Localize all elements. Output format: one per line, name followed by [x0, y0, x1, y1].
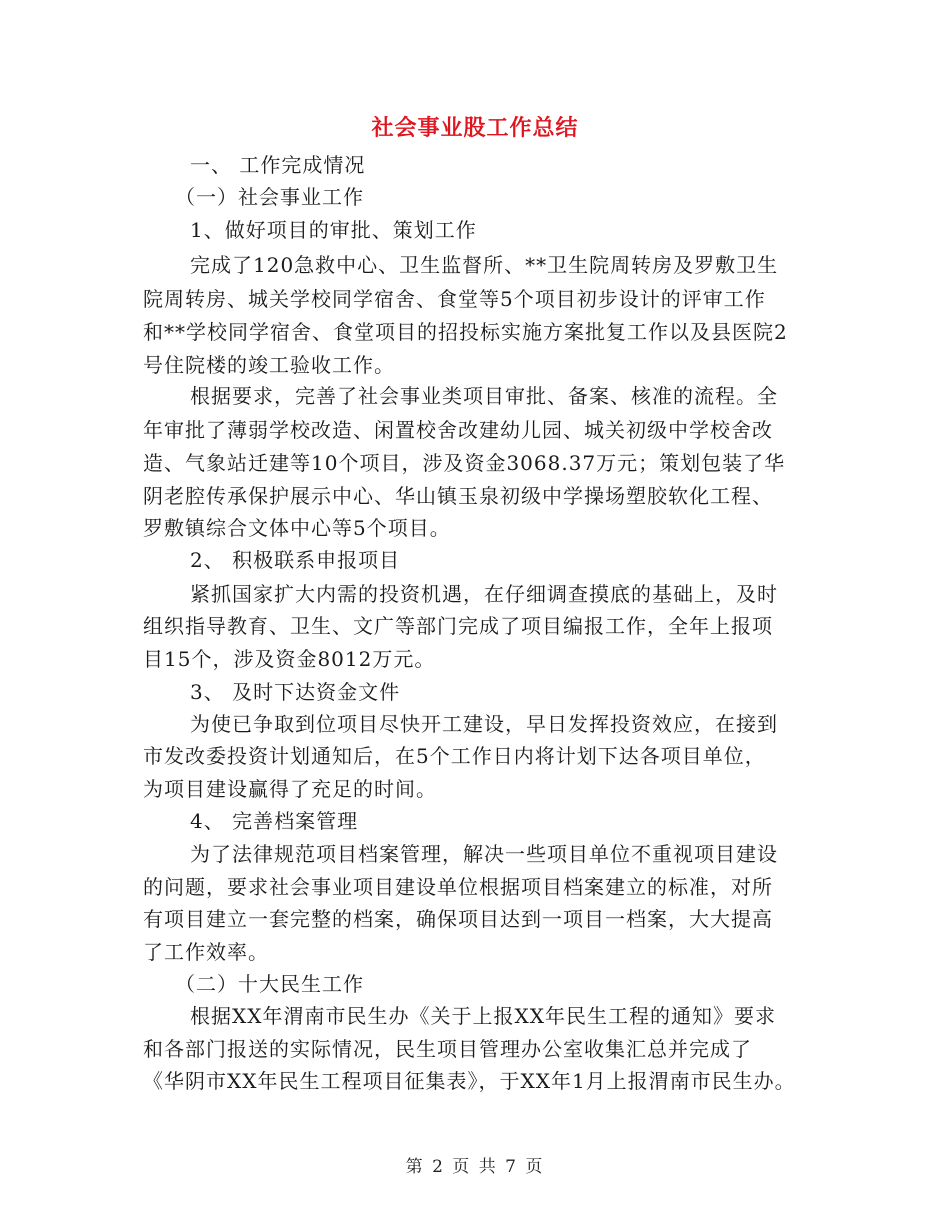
item-heading: 1、做好项目的审批、策划工作 [190, 218, 477, 242]
paragraph-line: 目15个，涉及资金8012万元。 [143, 647, 436, 671]
paragraph-line: 和**学校同学宿舍、食堂项目的招投标实施方案批复工作以及县医院2 [143, 320, 788, 344]
subsection-heading: （二）十大民生工作 [175, 972, 364, 996]
paragraph-line: 造、气象站迁建等10个项目，涉及资金3068.37万元；策划包装了华 [143, 451, 786, 475]
paragraph-line: 为项目建设赢得了充足的时间。 [143, 777, 437, 801]
paragraph-line: 和各部门报送的实际情况，民生项目管理办公室收集汇总并完成了 [143, 1037, 752, 1061]
paragraph-line: 有项目建立一套完整的档案，确保项目达到一项目一档案，大大提高 [143, 907, 773, 931]
subsection-heading: （一）社会事业工作 [175, 185, 364, 209]
item-heading: 2、 积极联系申报项目 [190, 548, 401, 572]
paragraph-line: 年审批了薄弱学校改造、闲置校舍改建幼儿园、城关初级中学校舍改 [143, 418, 773, 442]
item-heading: 4、 完善档案管理 [190, 809, 359, 833]
page-number-footer: 第 2 页 共 7 页 [405, 1157, 545, 1177]
paragraph-line: 市发改委投资计划通知后，在5个工作日内将计划下达各项目单位， [143, 744, 766, 768]
paragraph-line: 《华阴市XX年民生工程项目征集表》，于XX年1月上报渭南市民生办。 [143, 1069, 796, 1093]
paragraph-line: 根据要求，完善了社会事业类项目审批、备案、核准的流程。全 [190, 384, 778, 408]
paragraph-line: 阴老腔传承保护展示中心、华山镇玉泉初级中学操场塑胶软化工程、 [143, 484, 773, 508]
paragraph-line: 为了法律规范项目档案管理，解决一些项目单位不重视项目建设 [190, 842, 778, 866]
document-title: 社会事业股工作总结 [371, 116, 579, 141]
paragraph-line: 院周转房、城关学校同学宿舍、食堂等5个项目初步设计的评审工作 [143, 287, 766, 311]
item-heading: 3、 及时下达资金文件 [190, 680, 401, 704]
paragraph-line: 为使已争取到位项目尽快开工建设，早日发挥投资效应，在接到 [190, 712, 778, 736]
paragraph-line: 罗敷镇综合文体中心等5个项目。 [143, 516, 451, 540]
paragraph-line: 完成了120急救中心、卫生监督所、**卫生院周转房及罗敷卫生 [190, 253, 779, 277]
paragraph-line: 的问题，要求社会事业项目建设单位根据项目档案建立的标准，对所 [143, 875, 773, 899]
paragraph-line: 了工作效率。 [143, 940, 269, 964]
paragraph-line: 号住院楼的竣工验收工作。 [143, 353, 395, 377]
paragraph-line: 紧抓国家扩大内需的投资机遇，在仔细调查摸底的基础上，及时 [190, 582, 778, 606]
section-heading: 一、 工作完成情况 [190, 153, 366, 177]
paragraph-line: 组织指导教育、卫生、文广等部门完成了项目编报工作，全年上报项 [143, 614, 773, 638]
paragraph-line: 根据XX年渭南市民生办《关于上报XX年民生工程的通知》要求 [190, 1004, 776, 1028]
